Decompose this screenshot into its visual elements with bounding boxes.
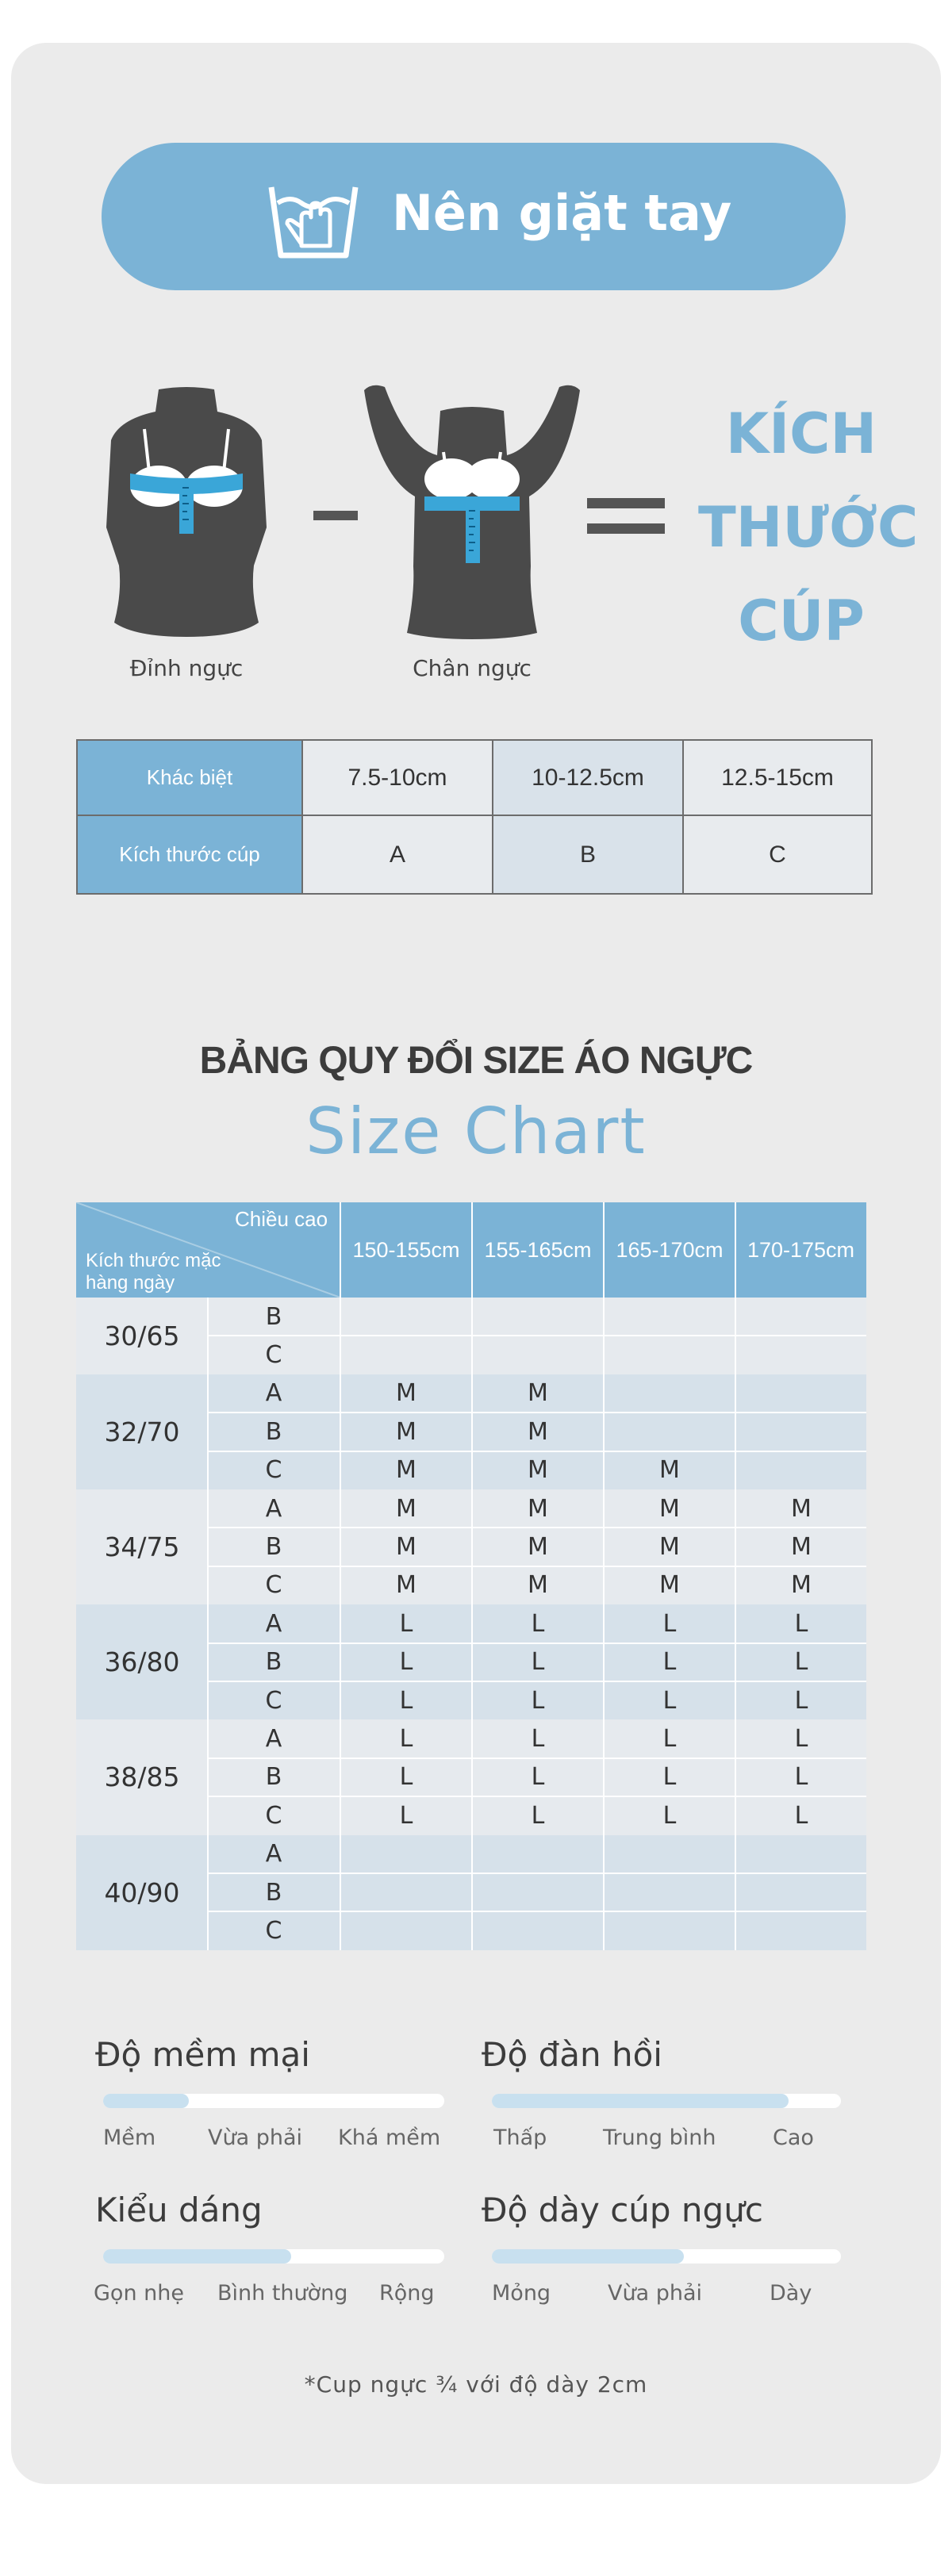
difference-header: Khác biệt — [78, 741, 301, 816]
daily-size-header-label: Kích thước mặc hàng ngày — [86, 1250, 221, 1294]
cup-label: A — [265, 1494, 282, 1523]
size-value-cell — [604, 1413, 735, 1451]
size-value-cell — [735, 1298, 867, 1336]
band-size-label: 36/80 — [104, 1646, 180, 1678]
size-value-cell — [472, 1911, 604, 1949]
size-chart-title: BẢNG QUY ĐỔI SIZE ÁO NGỰC — [199, 1040, 753, 1082]
size-value-cell: L — [794, 1725, 808, 1754]
size-value-cell: L — [662, 1609, 677, 1638]
cup-label: C — [265, 1456, 282, 1485]
property-scale-label: Bình thường — [217, 2281, 348, 2306]
size-value-cell: L — [531, 1648, 545, 1677]
size-value-cell — [472, 1835, 604, 1873]
property-title: Độ đàn hồi — [482, 2035, 662, 2074]
cup-size-result-line: KÍCH — [725, 401, 877, 466]
difference-cell: 7.5-10cm — [301, 741, 492, 816]
size-value-cell — [472, 1336, 604, 1374]
size-value-cell: L — [662, 1801, 677, 1830]
size-value-cell: L — [531, 1686, 545, 1715]
cup-label: A — [265, 1609, 282, 1638]
size-value-cell — [340, 1873, 472, 1911]
size-value-cell: M — [396, 1533, 416, 1562]
size-value-cell — [735, 1873, 867, 1911]
band-size-label: 30/65 — [104, 1320, 180, 1351]
cup-label: B — [265, 1878, 282, 1907]
size-value-cell — [604, 1374, 735, 1413]
size-value-cell: L — [794, 1686, 808, 1715]
size-value-cell: L — [794, 1648, 808, 1677]
size-value-cell — [604, 1911, 735, 1949]
size-value-cell — [604, 1298, 735, 1336]
size-value-cell — [472, 1873, 604, 1911]
row-divider — [208, 1527, 866, 1528]
height-column-header: 165-170cm — [616, 1237, 724, 1262]
size-value-cell: L — [399, 1609, 413, 1638]
property-scale-label: Mỏng — [492, 2281, 551, 2306]
row-divider — [208, 1335, 866, 1336]
property-scale-label: Vừa phải — [208, 2126, 303, 2150]
size-value-cell — [735, 1413, 867, 1451]
property-scale-label: Mềm — [103, 2126, 156, 2150]
size-value-cell — [604, 1336, 735, 1374]
size-value-cell — [735, 1374, 867, 1413]
size-value-cell — [604, 1873, 735, 1911]
size-value-cell: L — [399, 1801, 413, 1830]
cup-cell: B — [492, 816, 682, 893]
cup-size-result — [698, 387, 919, 668]
size-value-cell: L — [662, 1648, 677, 1677]
size-value-cell: M — [791, 1533, 812, 1562]
property-title: Độ dày cúp ngực — [482, 2191, 763, 2229]
band-size-label: 34/75 — [104, 1531, 180, 1563]
row-divider — [208, 1643, 866, 1644]
cup-size-result-line: CÚP — [738, 588, 865, 654]
bust-top-label: Đỉnh ngực — [129, 655, 244, 681]
size-value-cell — [340, 1835, 472, 1873]
cup-label: B — [265, 1302, 282, 1331]
property-scale-label: Vừa phải — [608, 2281, 703, 2306]
size-value-cell: M — [791, 1571, 812, 1600]
size-value-cell: M — [659, 1494, 680, 1523]
size-value-cell: L — [399, 1725, 413, 1754]
band-size-label: 32/70 — [104, 1416, 180, 1447]
size-value-cell: M — [659, 1456, 680, 1485]
equals-icon-top — [587, 498, 665, 508]
footnote: *Cup ngực ¾ với độ dày 2cm — [304, 2371, 648, 2398]
size-value-cell — [340, 1298, 472, 1336]
size-value-cell: L — [531, 1609, 545, 1638]
hand-wash-title: Nên giặt tay — [392, 184, 732, 242]
cup-label: B — [265, 1533, 282, 1562]
size-value-cell: L — [662, 1686, 677, 1715]
cup-label: C — [265, 1917, 282, 1945]
property-scale-label: Rộng — [379, 2281, 435, 2306]
size-value-cell: M — [528, 1417, 548, 1446]
size-value-cell — [340, 1911, 472, 1949]
property-title: Độ mềm mại — [95, 2035, 310, 2074]
minus-icon — [313, 511, 358, 520]
column-divider — [603, 1202, 605, 1950]
size-value-cell: M — [659, 1533, 680, 1562]
row-divider — [208, 1873, 866, 1874]
column-divider — [340, 1202, 341, 1950]
size-value-cell: M — [791, 1494, 812, 1523]
column-divider — [207, 1298, 209, 1950]
property-scale-label: Thấp — [493, 2126, 547, 2150]
size-value-cell: L — [662, 1725, 677, 1754]
row-divider — [208, 1758, 866, 1759]
hand-wash-icon — [267, 176, 360, 263]
size-value-cell: M — [396, 1417, 416, 1446]
property-level-fill — [103, 2249, 291, 2264]
property-title: Kiểu dáng — [95, 2191, 263, 2229]
height-column-header: 150-155cm — [352, 1237, 460, 1262]
bust-top-figure-icon — [103, 385, 270, 638]
column-divider — [471, 1202, 473, 1950]
property-level-fill — [492, 2249, 684, 2264]
size-value-cell: M — [528, 1494, 548, 1523]
height-column-header: 170-175cm — [747, 1237, 855, 1262]
difference-cell: 12.5-15cm — [682, 741, 871, 816]
row-divider — [208, 1911, 866, 1912]
size-value-cell — [735, 1451, 867, 1489]
size-value-cell: L — [399, 1763, 413, 1792]
property-scale-label: Khá mềm — [338, 2126, 441, 2150]
under-bust-figure-icon — [361, 379, 583, 641]
property-scale-label: Dày — [770, 2281, 812, 2306]
row-divider — [208, 1566, 866, 1567]
size-value-cell — [735, 1336, 867, 1374]
size-value-cell: L — [794, 1609, 808, 1638]
size-value-cell: L — [399, 1648, 413, 1677]
cup-label: C — [265, 1801, 282, 1830]
size-value-cell: L — [662, 1763, 677, 1792]
size-chart-subtitle: Size Chart — [305, 1094, 647, 1168]
cup-label: C — [265, 1686, 282, 1715]
size-value-cell: L — [531, 1801, 545, 1830]
size-value-cell: L — [794, 1801, 808, 1830]
size-value-cell — [735, 1911, 867, 1949]
size-value-cell — [472, 1298, 604, 1336]
cup-size-header: Kích thước cúp — [78, 816, 301, 893]
cup-label: C — [265, 1341, 282, 1370]
difference-cell: 10-12.5cm — [492, 741, 682, 816]
size-value-cell: L — [399, 1686, 413, 1715]
cup-size-table — [76, 739, 873, 895]
size-value-cell: L — [794, 1763, 808, 1792]
column-divider — [735, 1202, 736, 1950]
cup-cell: C — [682, 816, 871, 893]
cup-label: A — [265, 1840, 282, 1869]
row-divider — [208, 1451, 866, 1452]
size-value-cell: L — [531, 1763, 545, 1792]
height-header-label: Chiều cao — [235, 1207, 328, 1231]
row-divider — [208, 1796, 866, 1797]
cup-label: A — [265, 1379, 282, 1408]
band-size-label: 38/85 — [104, 1761, 180, 1793]
property-scale-label: Cao — [773, 2126, 814, 2150]
band-size-label: 40/90 — [104, 1876, 180, 1908]
cup-label: A — [265, 1725, 282, 1754]
height-column-header: 155-165cm — [484, 1237, 592, 1262]
property-level-fill — [492, 2094, 789, 2108]
size-value-cell — [340, 1336, 472, 1374]
property-scale-label: Gọn nhẹ — [94, 2281, 184, 2306]
cup-size-result-line: THƯỚC — [698, 495, 919, 560]
cup-label: B — [265, 1763, 282, 1792]
size-value-cell: M — [659, 1571, 680, 1600]
property-scale-label: Trung bình — [603, 2126, 716, 2150]
size-value-cell: M — [528, 1379, 548, 1408]
cup-label: B — [265, 1417, 282, 1446]
size-value-cell: M — [528, 1571, 548, 1600]
row-divider — [208, 1681, 866, 1682]
cup-label: B — [265, 1648, 282, 1677]
cup-cell: A — [301, 816, 492, 893]
row-divider — [208, 1412, 866, 1413]
size-value-cell: M — [396, 1456, 416, 1485]
size-value-cell: M — [396, 1571, 416, 1600]
size-value-cell: M — [396, 1494, 416, 1523]
size-value-cell: M — [528, 1456, 548, 1485]
equals-icon-bottom — [587, 523, 665, 534]
size-value-cell — [604, 1835, 735, 1873]
property-level-fill — [103, 2094, 189, 2108]
cup-label: C — [265, 1571, 282, 1600]
size-value-cell: M — [528, 1533, 548, 1562]
under-bust-label: Chân ngực — [413, 655, 532, 681]
size-value-cell: M — [396, 1379, 416, 1408]
size-value-cell — [735, 1835, 867, 1873]
size-value-cell: L — [531, 1725, 545, 1754]
